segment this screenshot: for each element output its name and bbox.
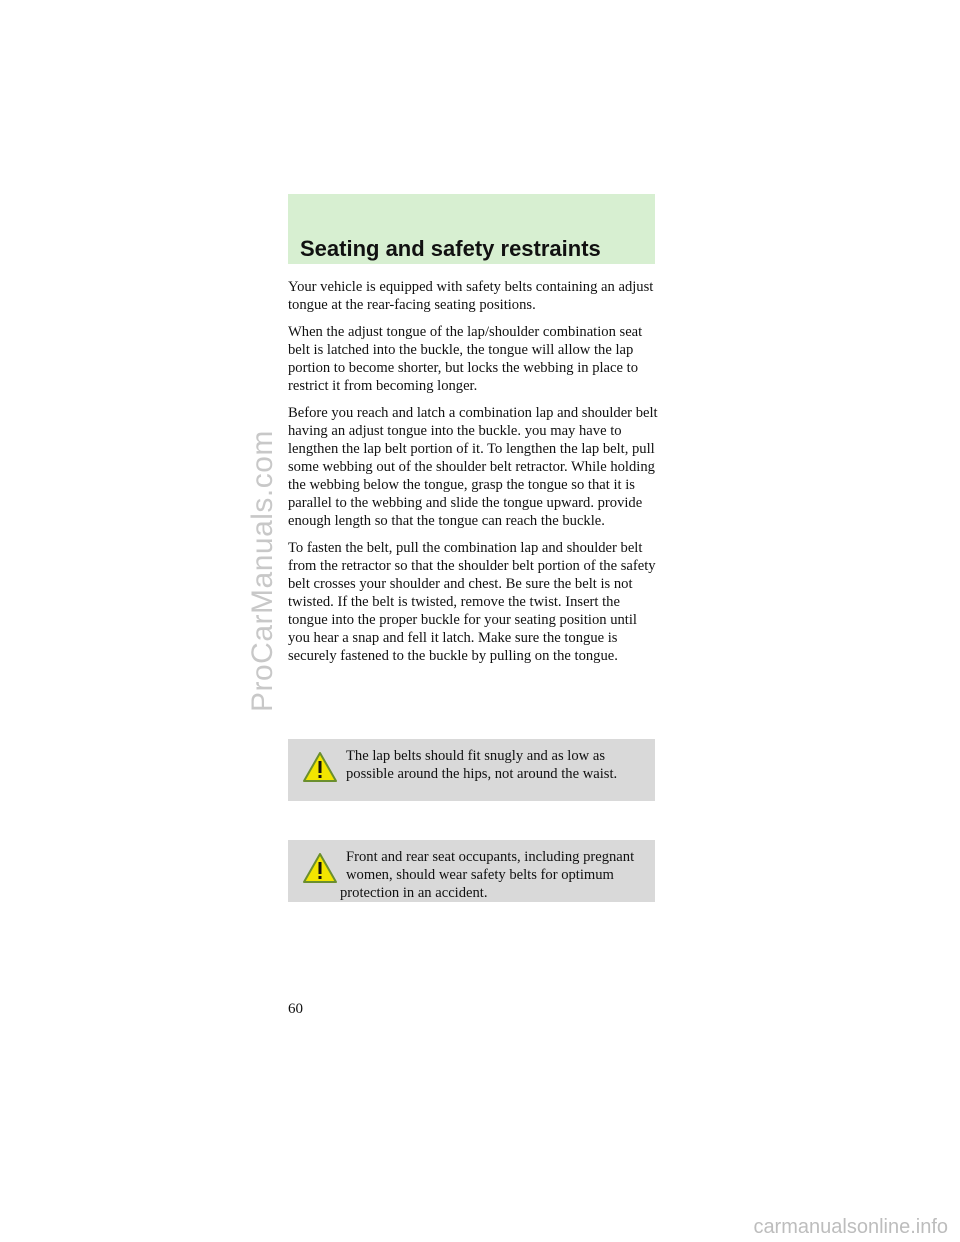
paragraph: Before you reach and latch a combination lap and shoulder belt having an adjust tongue into the buckle. you may have to lengthen the lap belt portion of it. To lengthen the lap belt, pull some webbing out of the shoulder belt retractor. While holding the webbing below the tongue, grasp the tongue so that it is parallel to the webbing and slide the tongue upward. provide enough length so that the tongue can reach the buckle. [288,405,658,529]
footer-url: carmanualsonline.info [753,1216,948,1238]
warning-triangle-icon [302,852,338,884]
paragraph: To fasten the belt, pull the combination lap and shoulder belt from the retractor so that the shoulder belt portion of the safety belt crosses your shoulder and chest. Be sure the belt is not twisted. If the belt is twisted, remove the twist. Insert the tongue into the proper buckle for your seating position until you hear a snap and fell it latch. Make sure the tongue is securely fastened to the buckle by pulling on the tongue. [288,540,656,664]
warning-text: Front and rear seat occupants, including pregnant women, should wear safety belts for optimum protection in an accident. [340,849,635,901]
warning-triangle-icon [302,751,338,783]
watermark: ProCarManuals.com [246,430,279,712]
body-text [288,278,660,674]
page-number: 60 [288,1001,303,1017]
section-title: Seating and safety restraints [300,236,601,261]
warning-text: The lap belts should fit snugly and as low as possible around the hips, not around the waist. [346,748,618,782]
warning-box [288,739,655,801]
paragraph: When the adjust tongue of the lap/shoulder combination seat belt is latched into the buckle, the tongue will allow the lap portion to become shorter, but locks the webbing in place to restrict it from becoming longer. [288,324,643,394]
paragraph: Your vehicle is equipped with safety belts containing an adjust tongue at the rear-facing seating positions. [288,279,654,313]
warning-box [288,840,655,902]
